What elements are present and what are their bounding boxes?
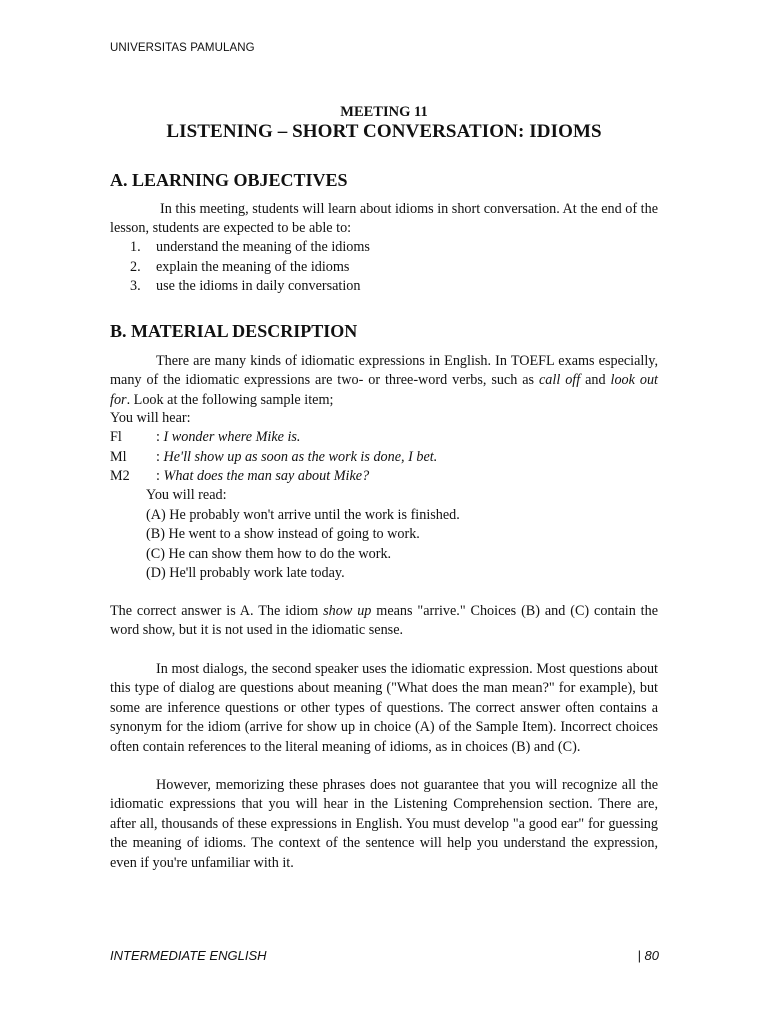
meeting-number: MEETING 11: [340, 104, 428, 120]
section-a-heading: A. LEARNING OBJECTIVES: [110, 170, 348, 190]
page-number: | 80: [637, 948, 659, 963]
dialog-line: Fl : I wonder where Mike is.: [110, 429, 301, 445]
choice-d: (D) He'll probably work late today.: [146, 565, 345, 582]
dialog-line: M2 : What does the man say about Mike?: [110, 468, 370, 484]
page-title: LISTENING – SHORT CONVERSATION: IDIOMS: [166, 121, 602, 142]
material-paragraph-1: There are many kinds of idiomatic expressions in English. In TOEFL exams especially, many of the idiomatic expressions are two- or three-word verbs, such as call off and look out for. Look at the following sample item;: [110, 353, 658, 408]
you-will-read-label: You will read:: [146, 487, 227, 503]
section-b-heading: B. MATERIAL DESCRIPTION: [110, 321, 358, 341]
list-item: 1. understand the meaning of the idioms: [130, 239, 370, 255]
correct-answer-paragraph: The correct answer is A. The idiom show up means "arrive." Choices (B) and (C) contain the word show, but it is not used in the idiomatic sense.: [110, 603, 659, 639]
running-header: UNIVERSITAS PAMULANG: [110, 42, 255, 54]
list-item: 3. use the idioms in daily conversation: [130, 278, 361, 295]
choice-b: (B) He went to a show instead of going to work.: [146, 526, 420, 543]
material-paragraph-4: However, memorizing these phrases does not guarantee that you will recognize all the idiomatic expressions that you will hear in the Listening Comprehension section. There are, after all, thousands of these expressions in English. You must develop "a good ear" for guessing the meaning of idioms. The context of the sentence will help you understand the expression, even if you're unfamiliar with it.: [110, 777, 658, 871]
material-paragraph-3: In most dialogs, the second speaker uses the idiomatic expression. Most questions about this type of dialog are questions about meaning ("What does the man mean?" for example), but some are inference questions or other types of questions. The correct answer often contains a synonym for the idiom (arrive for show up in choice (A) of the Sample Item). Incorrect choices often contain references to the literal meaning of idioms, as in choices (B) and (C).: [110, 661, 658, 755]
you-will-hear-label: You will hear:: [110, 410, 191, 426]
choice-a: (A) He probably won't arrive until the work is finished.: [146, 506, 460, 523]
objectives-intro: In this meeting, students will learn about idioms in short conversation. At the end of the lesson, students are expected to be able to:: [110, 201, 658, 237]
footer-course: INTERMEDIATE ENGLISH: [110, 948, 267, 963]
objectives-list: [130, 238, 370, 297]
answer-choices: [146, 486, 460, 584]
dialog-line: Ml : He'll show up as soon as the work is done, I bet.: [110, 449, 438, 465]
choice-c: (C) He can show them how to do the work.: [146, 545, 392, 562]
list-item: 2. explain the meaning of the idioms: [130, 258, 350, 275]
